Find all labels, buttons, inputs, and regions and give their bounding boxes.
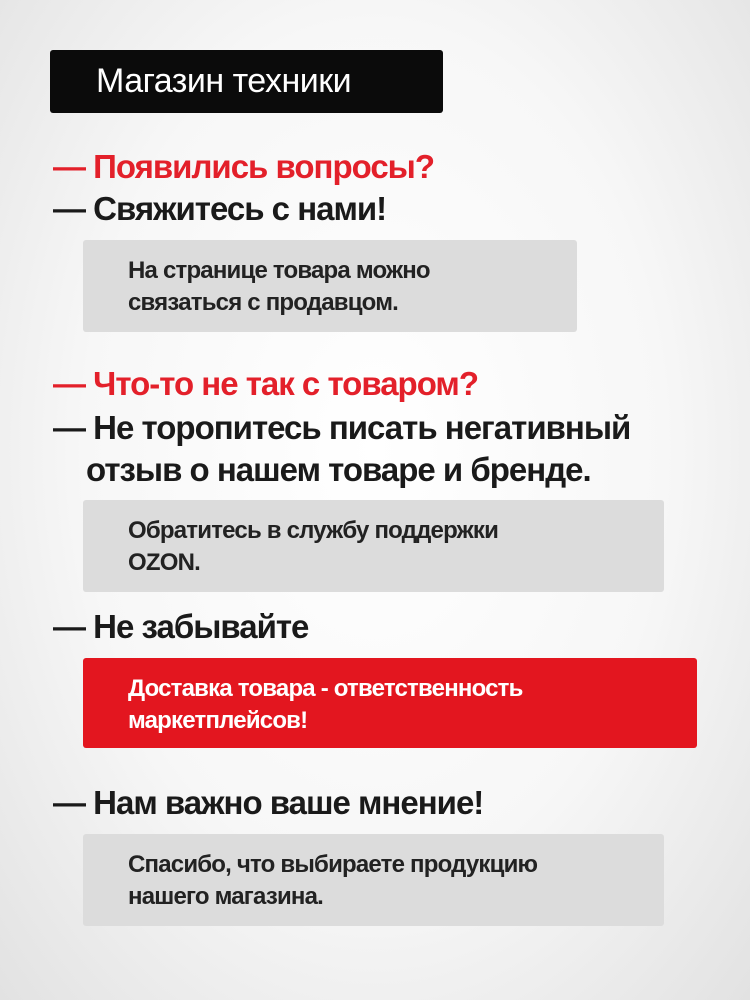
note-text-line: Доставка товара - ответственность: [128, 675, 523, 702]
note-text-line: Обратитесь в службу поддержки: [128, 517, 499, 544]
note-text-line: На странице товара можно: [128, 257, 430, 284]
note-text-line: OZON.: [128, 549, 200, 576]
note-box-thanks: [83, 834, 664, 926]
note-box-contact-seller: [83, 240, 577, 332]
question-product-issue: — Что-то не так с товаром?: [53, 365, 478, 402]
note-box-support: [83, 500, 664, 592]
note-text-line: маркетплейсов!: [128, 707, 308, 734]
note-text-line: Спасибо, что выбираете продукцию: [128, 851, 538, 878]
answer-line: — Не торопитесь писать негативный: [53, 409, 631, 446]
note-text-line: нашего магазина.: [128, 883, 324, 910]
store-title: Магазин техники: [96, 62, 352, 100]
note-box-delivery: [83, 658, 697, 748]
note-text-line: связаться с продавцом.: [128, 289, 399, 316]
answer-line: отзыв о нашем товаре и бренде.: [86, 451, 591, 488]
opinion-heading: — Нам важно ваше мнение!: [53, 784, 484, 821]
answer-contact: — Свяжитесь с нами!: [53, 190, 387, 227]
reminder-heading: — Не забывайте: [53, 608, 309, 645]
store-title-badge: [50, 50, 443, 113]
question-contact: — Появились вопросы?: [53, 148, 435, 185]
answer-product-issue: [53, 407, 630, 491]
